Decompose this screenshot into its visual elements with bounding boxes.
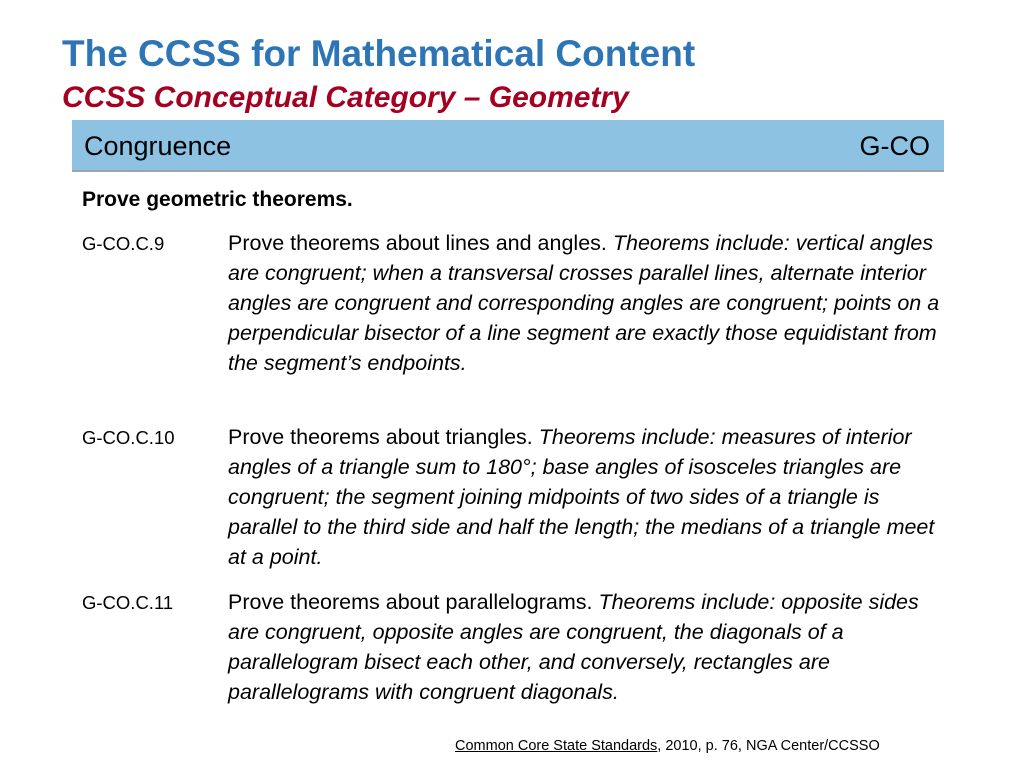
standard-statement: Prove theorems about parallelograms. — [228, 590, 599, 614]
slide-title: The CCSS for Mathematical Content — [62, 33, 696, 74]
domain-header-bar — [72, 120, 944, 172]
standard-code: G-CO.C.11 — [82, 592, 174, 613]
standard-examples: Theorems include: vertical angles are congruent; when a transversal crosses parallel lines, alternate interior angles are congruent and corresponding angles are congruent; points on a perpendicular bisector of a line segment are exactly those equidistant from the segment’s endpoints. — [228, 231, 940, 375]
slide-subtitle: CCSS Conceptual Category – Geometry — [62, 81, 629, 114]
standard-statement: Prove theorems about lines and angles. — [228, 231, 613, 255]
domain-name: Congruence — [84, 131, 232, 161]
source-citation — [455, 736, 880, 756]
standard-text — [228, 422, 940, 572]
standard-examples: Theorems include: measures of interior angles of a triangle sum to 180°; base angles of isosceles triangles are congruent; the segment joining midpoints of two sides of a triangle is parallel to the third side and half the length; the medians of a triangle meet at a point. — [228, 425, 935, 569]
standard-code: G-CO.C.9 — [82, 233, 165, 254]
standard-statement: Prove theorems about triangles. — [228, 425, 539, 449]
domain-code: G-CO — [859, 131, 930, 161]
standard-text — [228, 587, 940, 707]
source-link[interactable]: Common Core State Standards — [455, 738, 658, 754]
source-details: , 2010, p. 76, NGA Center/CCSSO — [657, 738, 880, 754]
standard-text — [228, 228, 940, 378]
standard-examples: Theorems include: opposite sides are congruent, opposite angles are congruent, the diagonals of a parallelogram bisect each other, and conversely, rectangles are parallelograms with congruent diagonals. — [228, 590, 919, 704]
cluster-heading: Prove geometric theorems. — [82, 188, 353, 211]
standard-code: G-CO.C.10 — [82, 427, 175, 448]
